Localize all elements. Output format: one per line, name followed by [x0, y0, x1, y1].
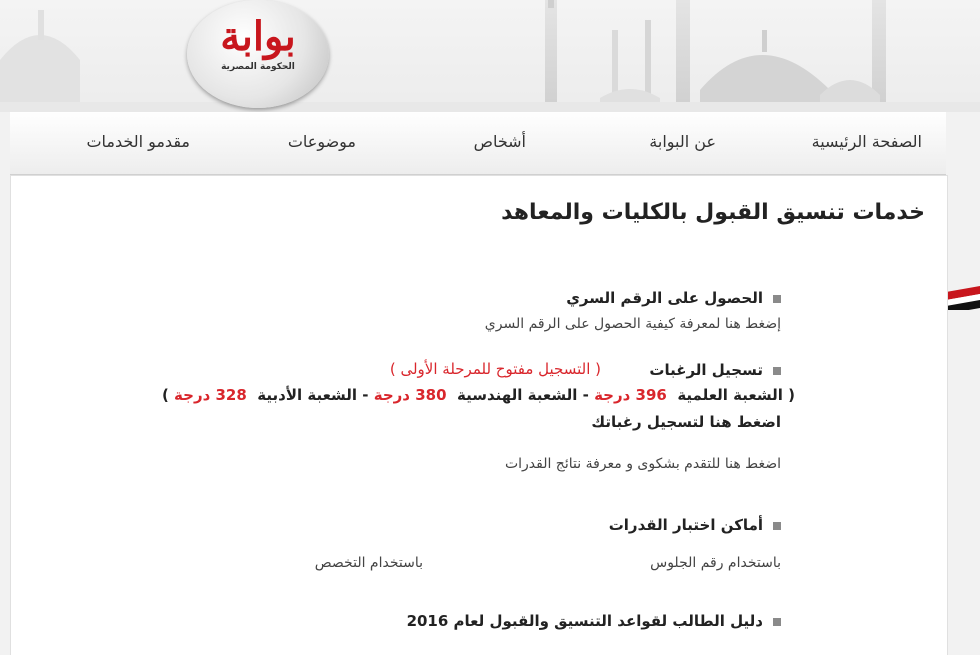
secret-number-heading-text: الحصول على الرقم السري: [566, 289, 763, 307]
registration-status: ( التسجيل مفتوح للمرحلة الأولى ): [389, 360, 601, 378]
engineering-label: - الشعبة الهندسية: [457, 386, 589, 404]
cairo-skyline-banner: [0, 0, 980, 112]
register-preferences-link[interactable]: اضغط هنا لتسجيل رغباتك: [591, 413, 781, 431]
engineering-score: 380 درجة: [373, 386, 447, 404]
square-bullet-icon: [773, 367, 781, 375]
aptitude-heading: [609, 516, 781, 534]
nav-item-about[interactable]: عن البوابة: [649, 132, 716, 151]
nav-item-service-providers[interactable]: مقدمو الخدمات: [86, 132, 190, 151]
nav-item-home[interactable]: الصفحة الرئيسية: [811, 132, 922, 151]
main-nav: [10, 112, 946, 175]
science-label: الشعبة العلمية: [677, 386, 783, 404]
main-content: [10, 175, 948, 655]
egypt-flag-icon: [946, 286, 980, 310]
site-logo[interactable]: [187, 0, 329, 108]
aptitude-by-specialization-link[interactable]: باستخدام التخصص: [314, 555, 423, 571]
preferences-heading-text: تسجيل الرغبات: [649, 361, 763, 379]
logo-title: بوابة: [220, 13, 296, 60]
minimum-scores-line: [162, 386, 795, 404]
complaints-link[interactable]: اضغط هنا للتقدم بشكوى و معرفة نتائج القدرات: [504, 456, 781, 472]
open-paren: (: [788, 386, 795, 404]
student-guide-heading-text: دليل الطالب لقواعد التنسيق والقبول لعام 2016: [406, 612, 763, 630]
logo-subtitle: الحكومة المصرية: [221, 62, 295, 72]
literary-score: 328 درجة: [174, 386, 247, 404]
nav-item-topics[interactable]: موضوعات: [287, 132, 356, 151]
square-bullet-icon: [773, 522, 781, 530]
secret-number-heading: [566, 289, 781, 307]
page-title: خدمات تنسيق القبول بالكليات والمعاهد: [501, 200, 925, 225]
square-bullet-icon: [773, 618, 781, 626]
close-paren: ): [161, 386, 169, 404]
preferences-heading: [649, 361, 781, 379]
nav-item-people[interactable]: أشخاص: [473, 132, 526, 151]
secret-number-link[interactable]: إضغط هنا لمعرفة كيفية الحصول على الرقم السري: [484, 316, 781, 332]
site-header: [0, 0, 980, 112]
square-bullet-icon: [773, 295, 781, 303]
aptitude-by-seat-number-link[interactable]: باستخدام رقم الجلوس: [650, 555, 781, 571]
literary-label: - الشعبة الأدبية: [257, 386, 369, 404]
student-guide-heading[interactable]: [407, 612, 781, 630]
aptitude-heading-text: أماكن اختبار القدرات: [608, 516, 763, 534]
science-score: 396 درجة: [594, 386, 667, 404]
